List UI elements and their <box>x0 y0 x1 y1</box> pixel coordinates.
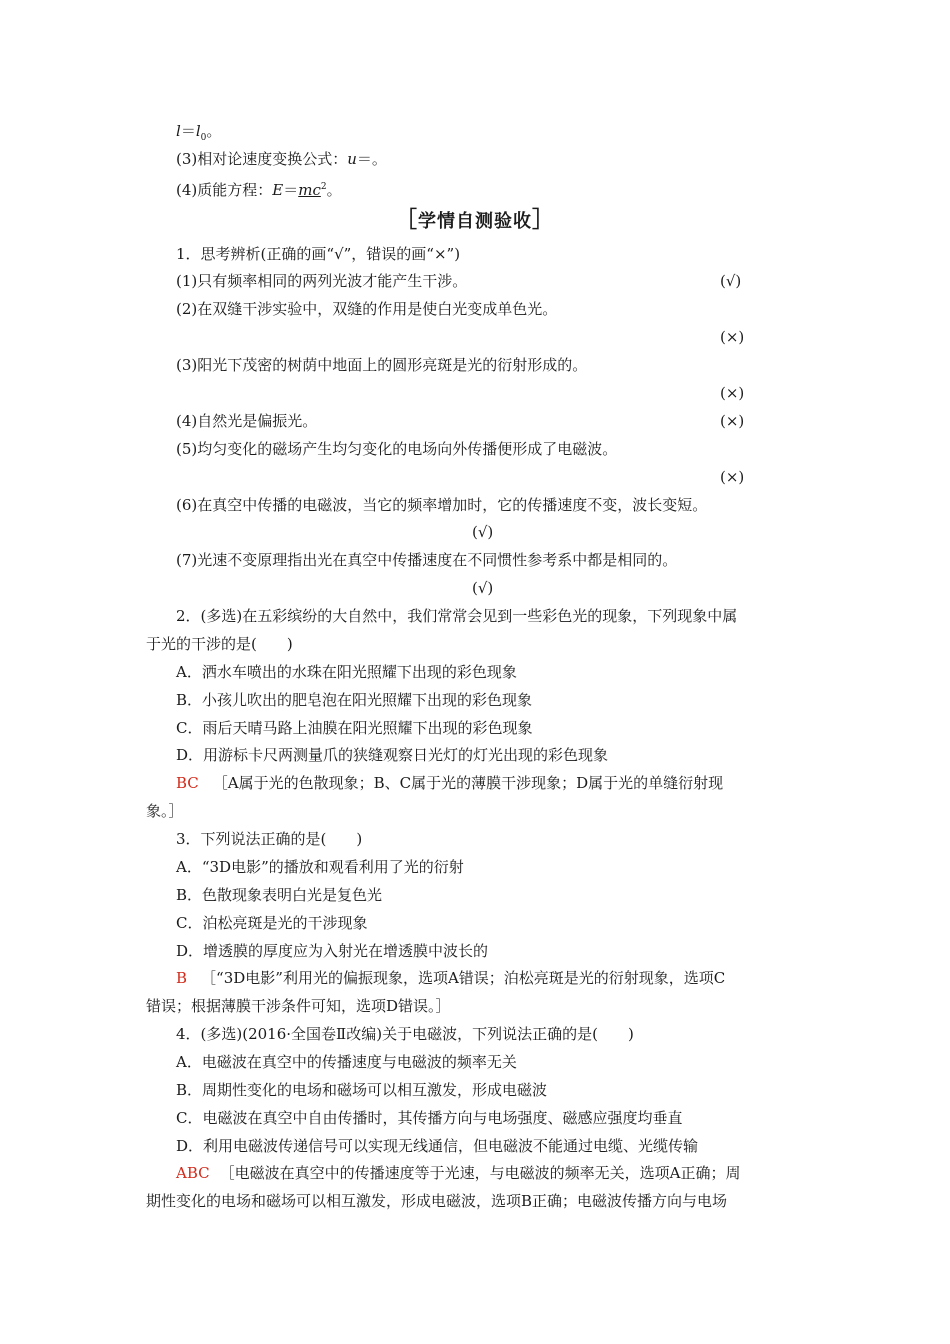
energy-symbol: E <box>272 181 284 199</box>
q1-item-4: (4)自然光是偏振光。 <box>176 412 318 430</box>
q3-option-c: C．泊松亮斑是光的干涉现象 <box>176 914 368 932</box>
q1-item-2-mark: (×) <box>720 328 745 346</box>
energy-mc: mc <box>298 181 321 199</box>
q3-explanation-line-2: 错误；根据薄膜干涉条件可知，选项D错误。］ <box>146 997 451 1015</box>
q4-explanation-line-2: 期性变化的电场和磁场可以相互激发，形成电磁波，选项B正确；电磁波传播方向与电场 <box>146 1192 728 1210</box>
q1-item-7: (7)光速不变原理指出光在真空中传播速度在不同惯性参考系中都是相同的。 <box>176 551 678 569</box>
q4-option-c: C．电磁波在真空中自由传播时，其传播方向与电场强度、磁感应强度均垂直 <box>176 1109 683 1127</box>
velocity-symbol: u <box>347 150 357 168</box>
q1-item-5-mark: (×) <box>720 468 745 486</box>
q4-explanation-text: ［电磁波在真空中的传播速度等于光速，与电磁波的频率无关，选项A正确；周 <box>219 1164 741 1182</box>
velocity-formula <box>176 148 810 170</box>
heading-bracket-open: ［ <box>394 208 418 233</box>
velocity-end: ＝。 <box>356 150 387 168</box>
q4-option-a: A．电磁波在真空中的传播速度与电磁波的频率无关 <box>176 1053 517 1071</box>
length-symbol-rest: l <box>195 122 201 140</box>
q1-stem: 1．思考辨析(正确的画“√”，错误的画“×”) <box>176 245 461 263</box>
energy-formula <box>176 176 810 198</box>
q1-item-3-mark: (×) <box>720 384 745 402</box>
q2-option-b: B．小孩儿吹出的肥皂泡在阳光照耀下出现的彩色现象 <box>176 691 533 709</box>
section-heading <box>0 207 950 236</box>
q2-stem-line-1: 2．(多选)在五彩缤纷的大自然中，我们常常会见到一些彩色光的现象，下列现象中属 <box>176 607 738 625</box>
q3-option-b: B．色散现象表明白光是复色光 <box>176 886 383 904</box>
q4-option-b: B．周期性变化的电场和磁场可以相互激发，形成电磁波 <box>176 1081 548 1099</box>
energy-exponent: 2 <box>320 182 327 192</box>
q2-explanation-line-1 <box>176 772 810 794</box>
q2-option-c: C．雨后天晴马路上油膜在阳光照耀下出现的彩色现象 <box>176 719 533 737</box>
q2-explanation-text: ［A属于光的色散现象；B、C属于光的薄膜干涉现象；D属于光的单缝衍射现 <box>212 774 724 792</box>
energy-label: (4)质能方程： <box>176 181 273 199</box>
q1-item-5: (5)均匀变化的磁场产生均匀变化的电场向外传播便形成了电磁波。 <box>176 440 618 458</box>
heading-bracket-close: ］ <box>532 208 556 233</box>
q2-option-d: D．用游标卡尺两测量爪的狭缝观察日光灯的灯光出现的彩色现象 <box>176 746 609 764</box>
heading-title: 学情自测验收 <box>418 211 532 232</box>
equals-sign: ＝ <box>180 122 196 140</box>
q3-explanation-line-1 <box>176 967 810 989</box>
q4-option-d: D．利用电磁波传递信号可以实现无线通信，但电磁波不能通过电缆、光缆传输 <box>176 1137 699 1155</box>
q1-item-3: (3)阳光下茂密的树荫中地面上的圆形亮斑是光的衍射形成的。 <box>176 356 588 374</box>
q3-explanation-text: ［“3D电影”利用光的偏振现象，选项A错误；泊松亮斑是光的衍射现象，选项C <box>201 969 726 987</box>
q4-explanation-line-1 <box>176 1162 810 1184</box>
q1-item-6: (6)在真空中传播的电磁波，当它的频率增加时，它的传播速度不变，波长变短。 <box>176 496 708 514</box>
q2-option-a: A．洒水车喷出的水珠在阳光照耀下出现的彩色现象 <box>176 663 517 681</box>
q1-item-1: (1)只有频率相同的两列光波才能产生干涉。 <box>176 272 468 290</box>
q2-stem-line-2: 于光的干涉的是( ) <box>146 635 293 653</box>
q1-item-6-mark: (√) <box>472 523 494 541</box>
length-symbol: l <box>176 122 181 140</box>
q4-stem: 4．(多选)(2016·全国卷Ⅱ改编)关于电磁波，下列说法正确的是( ) <box>176 1025 634 1043</box>
q3-option-d: D．增透膜的厚度应为入射光在增透膜中波长的 <box>176 942 489 960</box>
q3-answer: B <box>176 969 188 987</box>
q1-item-1-mark: (√) <box>720 272 742 290</box>
energy-end: 。 <box>326 181 342 199</box>
q1-item-2: (2)在双缝干涉实验中，双缝的作用是使白光变成单色光。 <box>176 300 558 318</box>
period: 。 <box>206 122 222 140</box>
q3-stem: 3．下列说法正确的是( ) <box>176 830 363 848</box>
q2-explanation-line-2: 象。］ <box>146 802 184 820</box>
velocity-label: (3)相对论速度变换公式： <box>176 150 348 168</box>
energy-equals: ＝ <box>283 181 299 199</box>
q2-answer: BC <box>176 774 199 792</box>
q1-item-7-mark: (√) <box>472 579 494 597</box>
q4-answer: ABC <box>176 1164 210 1182</box>
q1-item-4-mark: (×) <box>720 412 745 430</box>
q3-option-a: A．“3D电影”的播放和观看利用了光的衍射 <box>176 858 464 876</box>
length-formula <box>176 120 810 142</box>
subscript-zero: 0 <box>200 133 207 143</box>
